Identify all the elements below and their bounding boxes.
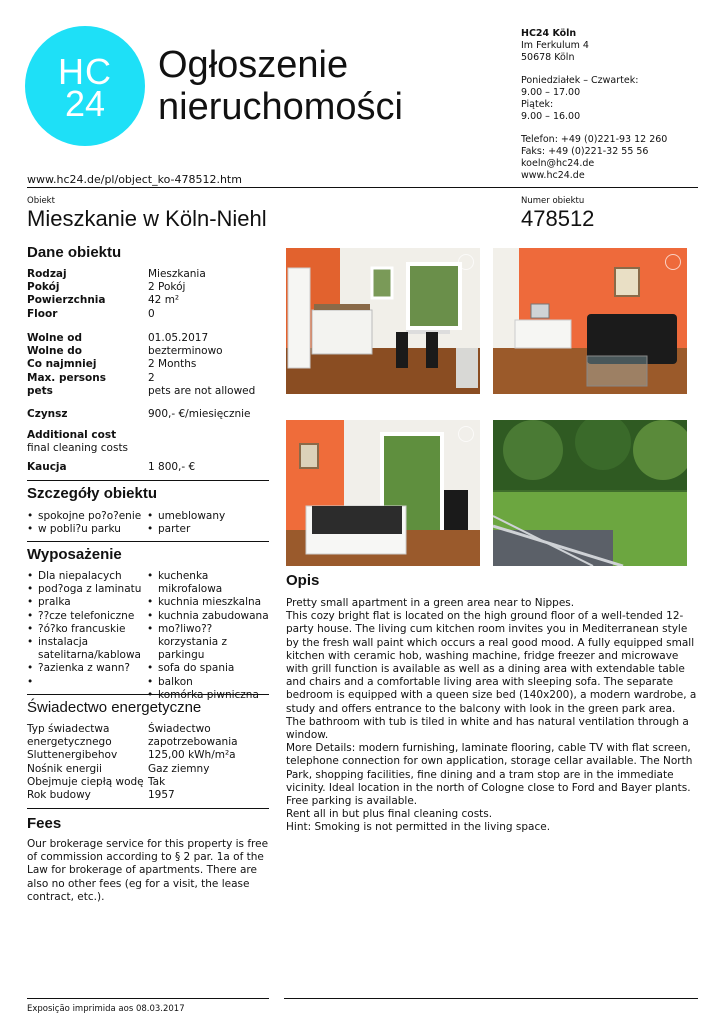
- list-item: • instalacja satelitarna/kablowa: [27, 636, 145, 662]
- photo-kitchen-image: [286, 248, 480, 394]
- description-paragraph: Hint: Smoking is not permitted in the living space.: [286, 821, 551, 834]
- footer-divider-left: [27, 998, 269, 999]
- photo-bedroom-image: [286, 420, 480, 566]
- detail-key: Rodzaj: [27, 268, 67, 280]
- details-group2: [27, 332, 267, 398]
- equipment-col2: [147, 570, 271, 702]
- rent-value: 900,- €/miesięcznie: [148, 408, 251, 420]
- hours-value-mon-thu: 9.00 – 17.00: [521, 87, 581, 98]
- divider: [27, 541, 269, 542]
- list-item: • kuchenka mikrofalowa: [147, 570, 271, 596]
- detail-value: 2: [148, 371, 155, 384]
- header-divider: [27, 187, 698, 188]
- list-item: • ??cze telefoniczne: [27, 610, 145, 623]
- divider: [27, 694, 269, 695]
- hours-label-fri: Piątek:: [521, 99, 554, 110]
- description-paragraph: Rent all in but plus final cleaning costs.: [286, 808, 493, 821]
- description-text: [286, 597, 698, 835]
- object-details-title: Szczegóły obiektu: [27, 485, 158, 502]
- energy-value: Świadectwo zapotrzebowania: [148, 723, 238, 749]
- description-paragraph: Pretty small apartment in a green area near to Nippes.: [286, 597, 575, 609]
- object-details-col1: [27, 510, 147, 536]
- company-email[interactable]: koeln@hc24.de: [521, 158, 595, 169]
- details-title: Dane obiektu: [27, 244, 122, 261]
- list-item: • mo?liwo?? korzystania z parkingu: [147, 623, 271, 663]
- company-city: 50678 Köln: [521, 52, 575, 63]
- hours-value-fri: 9.00 – 16.00: [521, 111, 581, 122]
- description-title: Opis: [286, 572, 320, 589]
- energy-value: Tak: [148, 775, 166, 788]
- list-item: • pralka: [27, 596, 145, 609]
- photo-garden[interactable]: [493, 420, 687, 566]
- deposit-value: 1 800,- €: [148, 461, 196, 473]
- energy-value: Gaz ziemny: [148, 762, 210, 775]
- additional-cost: [27, 429, 267, 455]
- detail-value: bezterminowo: [148, 345, 223, 358]
- photo-living-room[interactable]: [493, 248, 687, 394]
- page-title-line2: nieruchomości: [158, 86, 403, 128]
- footer-divider-right: [284, 998, 698, 999]
- list-item: • ?azienka z wann?: [27, 662, 145, 675]
- object-url[interactable]: www.hc24.de/pl/object_ko-478512.htm: [27, 173, 242, 186]
- watermark-logo-icon: [665, 254, 681, 270]
- additional-cost-label: Additional cost: [27, 429, 117, 441]
- additional-cost-value: final cleaning costs: [27, 442, 129, 455]
- energy-key: Typ świadectwa energetycznego: [27, 723, 112, 749]
- energy-value: 1957: [148, 789, 175, 802]
- fees-text: Our brokerage service for this property is free of commission according to § 2 par. 1a of the Law for brokerage of apartments. There are also no other fees (eg for a visit, the lease contract, etc.).: [27, 838, 269, 903]
- page-title: [158, 44, 403, 128]
- deposit-row: [27, 461, 267, 474]
- list-item: • kuchnia mieszkalna: [147, 596, 271, 609]
- divider: [27, 808, 269, 809]
- detail-value: 42 m²: [148, 294, 180, 307]
- energy-key: Rok budowy: [27, 789, 91, 802]
- detail-key: Pokój: [27, 281, 60, 294]
- company-logo: [25, 26, 145, 146]
- energy-key: Sluttenergibehov: [27, 749, 118, 762]
- list-item: • ?ó?ko francuskie: [27, 623, 145, 636]
- list-item: • parter: [147, 523, 269, 536]
- photo-garden-image: [493, 420, 687, 566]
- detail-key: Co najmniej: [27, 358, 97, 371]
- detail-value: 2 Months: [148, 358, 197, 371]
- object-number-label: Numer obiektu: [521, 196, 585, 206]
- list-item: • kuchnia zabudowana: [147, 610, 271, 623]
- list-item: • spokojne po?o?enie: [27, 510, 147, 523]
- detail-value: 0: [148, 307, 155, 320]
- object-label: Obiekt: [27, 196, 55, 206]
- object-title: Mieszkanie w Köln-Niehl: [27, 206, 267, 231]
- rent-label: Czynsz: [27, 408, 68, 420]
- fees-title: Fees: [27, 815, 62, 832]
- footer-printed-date: Exposição imprimida aos 08.03.2017: [27, 1004, 185, 1014]
- energy-key: Obejmuje ciepłą wodę: [27, 775, 144, 788]
- rent-row: [27, 408, 267, 421]
- equipment-title: Wyposażenie: [27, 546, 122, 563]
- hours-label-mon-thu: Poniedziałek – Czwartek:: [521, 75, 639, 86]
- detail-key: Max. persons: [27, 371, 106, 384]
- photo-kitchen[interactable]: [286, 248, 480, 394]
- energy-key: Nośnik energii: [27, 762, 102, 775]
- list-item: • pod?oga z laminatu: [27, 583, 145, 596]
- equipment-col1: [27, 570, 145, 676]
- company-web[interactable]: www.hc24.de: [521, 170, 585, 181]
- detail-value: 01.05.2017: [148, 332, 209, 344]
- photo-bedroom[interactable]: [286, 420, 480, 566]
- list-item: • Dla niepalacych: [27, 570, 145, 583]
- watermark-logo-icon: [458, 426, 474, 442]
- page-title-line1: Ogłoszenie: [158, 44, 349, 86]
- object-details-col2: [147, 510, 269, 536]
- detail-key: Wolne do: [27, 345, 83, 358]
- company-fax: Faks: +49 (0)221-32 55 56: [521, 146, 649, 157]
- description-paragraph: More Details: modern furnishing, laminate flooring, cable TV with flat screen, telephone connection for own application, storage cellar available. The North Park, shopping facilities, fine dining and a tram stop are in the immediate vicinity. Ideal location in the north of Cologne close to Ford and Bayer plants. Free parking is available.: [286, 742, 693, 808]
- list-item: • balkon: [147, 676, 271, 689]
- energy-title: Świadectwo energetyczne: [27, 699, 202, 716]
- detail-value: 2 Pokój: [148, 281, 186, 294]
- details-group1: [27, 268, 267, 321]
- watermark-logo-icon: [458, 254, 474, 270]
- company-street: Im Ferkulum 4: [521, 40, 589, 51]
- company-phone: Telefon: +49 (0)221-93 12 260: [521, 134, 668, 145]
- energy-value: 125,00 kWh/m²a: [148, 749, 236, 762]
- list-item: • w pobli?u parku: [27, 523, 147, 536]
- detail-key: Wolne od: [27, 332, 83, 344]
- list-item: • sofa do spania: [147, 662, 271, 675]
- detail-key: Powierzchnia: [27, 294, 106, 307]
- list-item: • umeblowany: [147, 510, 269, 523]
- description-paragraph: This cozy bright flat is located on the high ground floor of a well-tended 12-party house. The living cum kitchen room invites you in Mediterranean style by the fresh wall paint which occurs a real good mood. A fully equipped small kitchen with ceramic hob, washing machine, fridge freezer and microwave with grill function is available as well as a dining area with extendable table and chairs and a comfortable living area with sleeping sofa. The separate bedroom is equipped with a queen size bed (140x200), a modern wardrobe, a study and offers entrance to the balcony with look in the green park area. The bathroom with tub is tiled in white and has natural ventilation through a window.: [286, 610, 697, 742]
- logo-text-24: 24: [64, 83, 106, 124]
- detail-key: Floor: [27, 307, 58, 320]
- detail-key: pets: [27, 384, 53, 397]
- detail-value: Mieszkania: [148, 268, 206, 280]
- photo-living-room-image: [493, 248, 687, 394]
- energy-table: [27, 723, 267, 802]
- divider: [27, 480, 269, 481]
- object-number: 478512: [521, 206, 595, 231]
- deposit-label: Kaucja: [27, 461, 67, 473]
- company-info: [521, 28, 711, 182]
- company-name: HC24 Köln: [521, 28, 577, 39]
- logo-text-hc: HC: [58, 51, 112, 92]
- detail-value: pets are not allowed: [148, 384, 256, 397]
